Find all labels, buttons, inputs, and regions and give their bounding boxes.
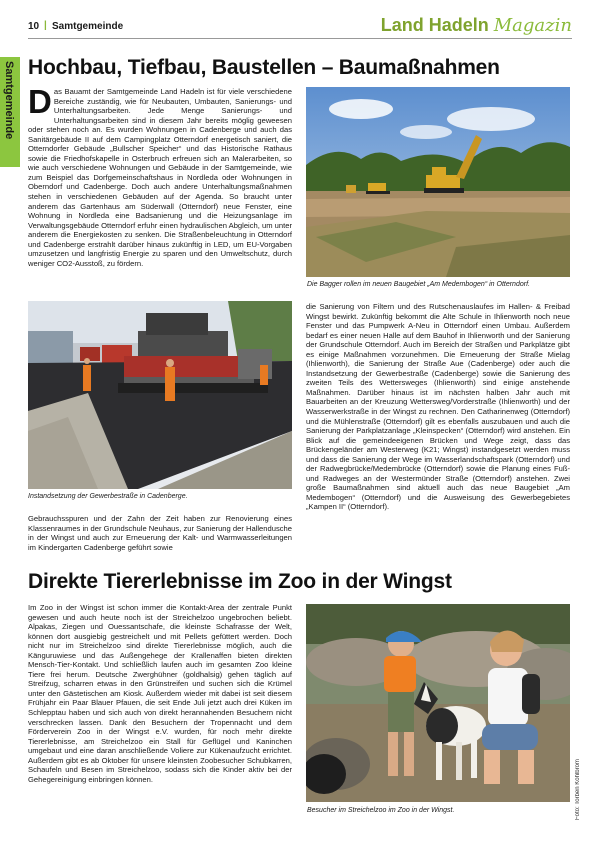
drop-cap: D xyxy=(28,83,52,120)
article-intro-text xyxy=(28,83,292,299)
photo-credit: Foto: Torben Köhlbrom xyxy=(575,759,581,820)
section-side-tab xyxy=(0,57,20,167)
article-title-zoo: Direkte Tiererlebnisse im Zoo in der Wingst xyxy=(28,570,452,593)
side-tab-label: Samtgemeinde xyxy=(3,61,15,140)
caption-zoo-photo: Besucher im Streichelzoo im Zoo in der Wingst. xyxy=(307,807,455,814)
logo-primary: Land Hadeln xyxy=(380,15,489,35)
zoo-body: m Zoo in der Wingst ist schon immer die Kontakt-Area der zentrale Punkt gewesen und auch heute noch ist der Streichelzoo ungebrochen beliebt. Alpakas, Ziegen und Ouessantschafe, die kleinste Schafrasse der Welt, können dort ausgiebig gestreichelt und mit Pellets gefüttert werden. Doch nicht nur im Streichelzoo sind direkte Tiererlebnisse möglich, auch die Känguruwiese und das Außengehege der Krallenaffen bieten direkten Mensch-Tier-Kontakt. Und schließlich laufen auch im gesamten Zoo kleine Tiere frei herum. Deutsche Zwerghühner (goldhalsig) gehen täglich auf Streifzug, scharren etwas in den Grünstreifen und suchen sich die Krümel unter den Gästetischen am Kiosk. Außerdem wieder mit dabei ist seit diesem Frühjahr ein Paar Blauer Pfauen, die seit Ende Juli jetzt auch drei Küken im Schlepptau haben und sich auch von direkt herannahenden Besuchern nicht verschrecken lassen. Dank den Besuchern der Tropennacht und dem Förderverein Zoo in der Wingst e.V. wurden, für noch mehr direkte Tiererlebnisse, am Streichelzoo ein Stall für Geflügel und Kaninchen umgebaut und eine daran anschließende Voliere zur Kükenaufzucht errichtet. Außerdem gibt es ab Oktober für unsere kleinsten Zoobesucher Schubkarren, Schaufeln und Besen im Streichelzoo, sodass sich die Kinder aktiv bei der Gehegereinigung einbringen können. xyxy=(28,603,292,784)
excavator-photo xyxy=(306,87,570,277)
article-left-column-end: Gebrauchsspuren und der Zahn der Zeit haben zur Renovierung eines Klassenraumes in der Grundschule Neuhaus, zur Sanierung der Hallendusche in der Wingst und auch zur Erneuerung der Kalt- und Warmwasserleitungen im Kindergarten Cadenberge geführt sowie xyxy=(28,514,292,552)
zoo-article-text xyxy=(28,603,292,823)
section-name: Samtgemeinde xyxy=(52,21,124,32)
article-right-column: die Sanierung von Filtern und des Rutschenauslaufes im Hallen- & Freibad Wingst bewirkt. Zukünftig bekommt die Alte Schule in Ihlienworth noch neue Fenster und das Pumpwerk A-Neu in Otterndorf einen Umbau. Außerdem bedarf es einer neuen Halle auf dem Bauhof in Ihlienworth und der Sanierung der Grundschule Otterndorf. Auch im Bereich der Straßen und Parkplätze gibt es einige Maßnahmen vorzunehmen. Die Erneuerung der Straße Mielag (Ihlienworth), die Sanierung der Straße Aue (Cadenberge) oder auch die Instandsetzung der Gewerbestraße (Cadenberge) sowie die Sanierung des zweiten Teils des Wettersweges (Ihlienworth) sind einige anstehende Maßnahmen. Darüber hinaus ist im nächsten halben Jahr auch mit Bauarbeiten an der Kreuzung Wettersweg/Vorderstraße (Ihlienworth) und der Wasserwerkstraße in der Wingst zu rechnen. Den Catharinenweg (Otterndorf) und die Mühlenstraße (Otterndorf) gilt es ebenfalls auszubauen und auch die Sanierung der Parkplatzanlage „Kleinspecken“ (Otterndorf) wird anstehen. Ein Blick auf die gemeindeeigenen Brücken und Wege zeigt, dass das Brückengeländer am Westerweg (K21; Wingst) instandgesetzt werden muss und dass die Sanierung der Wege im Wasserlandschaftspark (Otterndorf) und der Radwegbrücke/Medembrücke (Otterndorf) sowie die Planung eines Fuß- und Radweges an der Westermünder Straße (Otterndorf) anstehen. Zwei große Baumaßnahmen sind aktuell auch das neue Baugebiet „Am Medembogen“ (Otterndorf) und die Ausweisung des Gewerbegebietes „Kampen II“ (Otterndorf). xyxy=(306,302,570,512)
header-rule xyxy=(28,38,572,39)
zoo-drop-cap: I xyxy=(28,603,31,612)
road-paving-photo xyxy=(28,301,292,489)
magazine-logo xyxy=(381,15,572,36)
intro-body: as Bauamt der Samtgemeinde Land Hadeln ist für viele verschiedene Bereiche zuständig, wie für Neubauten, Umbauten, Sanierungs- und Unterhaltungsarbeiten. Jede Menge Sanierungs- und Unterhaltungsarbeiten sind in diesem Jahr bereits möglig geweesen oder stehen noch an. Es wurden Wohnungen in Cadenberge und auch das Sanitärgebäude II auf dem Campingplatz Otterndorf energetisch saniert, die Otterndorfer Gebäude „Bullscher Speicher“ und das Historische Rathaus sowie die Friedhofskapelle in Osterbruch erfreuen sich an Malerarbeiten, so wie auch verschiedene Wohnungen und Gebäude in der Samtgemeinde, wie zum Beispiel das Dorfgemeinschaftshaus in Nordleda oder Wohnungen in Oberndorf und Cadenberge. Doch auch andere Unterhaltungsmaßnahmen stehen in verschiedenen Gebäuden auf der Agenda. So braucht unter anderem das Gartenhaus am Süderwall (Otterndorf) neue Fenster, eine Wohnung in Nordleda eine Badsanierung und die Heizungsanlage im Verwaltungsgebäude Otterndorf erfuhr einen hydraulischen Abgleich, um unter anderem die Energiekosten zu senken. Die Straßenbeleuchtung in Otterndorf und Cadenberge erstrahlt darüber hinaus zukünftig in LED, um EU-Vorgaben umzusetzen und langfristig Energie zu sparen und den Umweltschutz, durch weniger CO2-Ausstoß, zu fördern. xyxy=(28,87,292,268)
caption-road-photo: Instandsetzung der Gewerbestraße in Cadenberge. xyxy=(28,493,188,500)
petting-zoo-photo xyxy=(306,604,570,802)
page-number: 10 xyxy=(28,21,40,32)
header-separator: | xyxy=(44,20,47,31)
caption-excavator-photo: Die Bagger rollen im neuen Baugebiet „Am Medembogen“ in Otterndorf. xyxy=(307,281,530,288)
article-title-construction: Hochbau, Tiefbau, Baustellen – Baumaßnahmen xyxy=(28,56,500,79)
logo-secondary: Magazin xyxy=(493,15,572,36)
